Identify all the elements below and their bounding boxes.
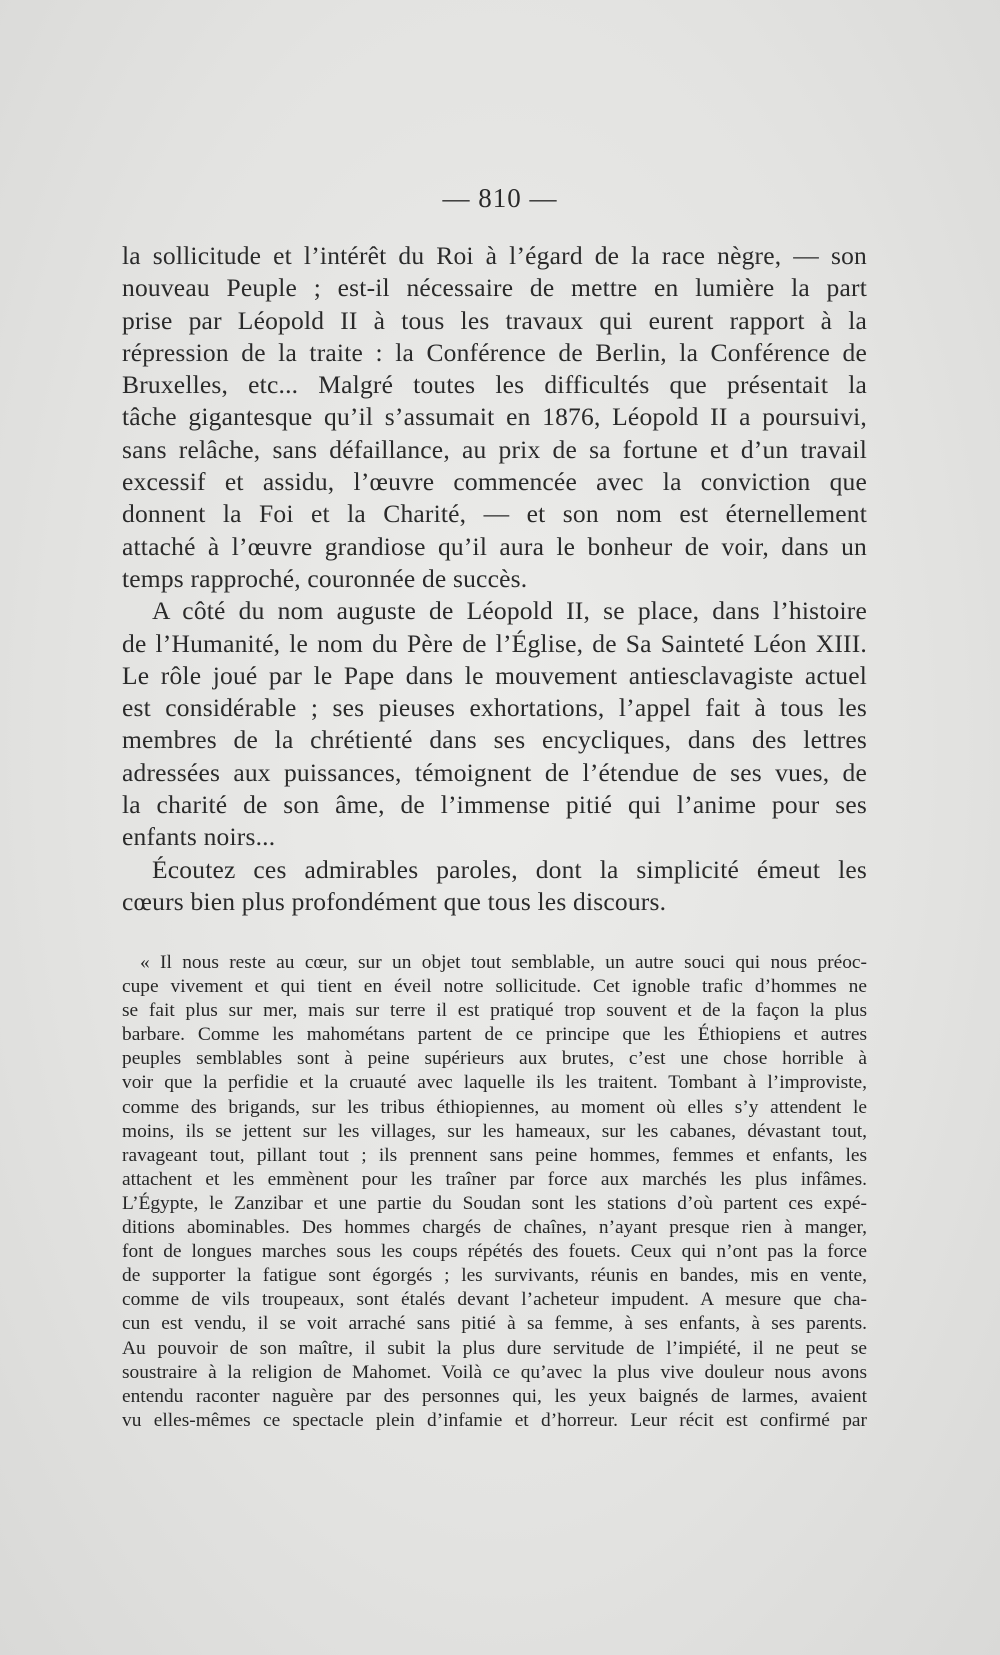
footnote-line: ravageant tout, pillant tout ; ils prennent sans peine hommes, femmes et enfants, les bbox=[122, 1144, 867, 1166]
footnote-line: attachent et les emmènent pour les traîner par force aux marchés les plus infâmes. bbox=[122, 1168, 867, 1190]
footnote-line: cun est vendu, il se voit arraché sans pitié à sa femme, à ses enfants, à ses parents. bbox=[122, 1313, 867, 1335]
text-line: tâche gigantesque qu’il s’assumait en 1876, Léopold II a poursuivi, bbox=[122, 402, 867, 432]
footnote-line: de supporter la fatigue sont égorgés ; les survivants, réunis en bandes, mis en vente, bbox=[122, 1265, 867, 1287]
footnote-line: barbare. Comme les mahométans partent de ce principe que les Éthiopiens et autres bbox=[122, 1024, 867, 1046]
footnote-quote bbox=[122, 951, 867, 1433]
page-number: — 810 — bbox=[442, 183, 558, 213]
text-line: cœurs bien plus profondément que tous les discours. bbox=[122, 886, 667, 916]
text-line: temps rapproché, couronnée de succès. bbox=[122, 563, 528, 593]
footnote-line: ditions abominables. Des hommes chargés de chaînes, n’ayant presque rien à manger, bbox=[122, 1217, 867, 1239]
text-line: enfants noirs... bbox=[122, 822, 276, 852]
footnote-line: soustraire à la religion de Mahomet. Voilà ce qu’avec la plus vive douleur nous avons bbox=[122, 1361, 867, 1383]
text-line: est considérable ; ses pieuses exhortations, l’appel fait à tous les bbox=[122, 693, 867, 723]
text-line: donnent la Foi et la Charité, — et son nom est éternellement bbox=[122, 499, 867, 529]
text-line: adressées aux puissances, témoignent de l’étendue de ses vues, de bbox=[122, 757, 867, 787]
footnote-line: vu elles-mêmes ce spectacle plein d’infamie et d’horreur. Leur récit est confirmé par bbox=[122, 1409, 867, 1431]
text-line: la sollicitude et l’intérêt du Roi à l’égard de la race nègre, — son bbox=[122, 241, 867, 270]
main-text bbox=[122, 240, 867, 918]
footnote-line: Au pouvoir de son maître, il subit la plus dure servitude de l’impiété, il ne peut se bbox=[122, 1337, 867, 1359]
text-line: sans relâche, sans défaillance, au prix de sa fortune et d’un travail bbox=[122, 434, 867, 464]
footnote-line: voir que la perfidie et la cruauté avec laquelle ils les traitent. Tombant à l’improviste, bbox=[122, 1072, 867, 1094]
text-line: excessif et assidu, l’œuvre commencée avec la conviction que bbox=[122, 467, 867, 497]
footnote-line: comme de vils troupeaux, sont étalés devant l’acheteur impudent. A mesure que cha- bbox=[122, 1289, 867, 1311]
footnote-line: peuples semblables sont à peine supérieurs aux brutes, c’est une chose horrible à bbox=[122, 1048, 867, 1070]
footnote-line: moins, ils se jettent sur les villages, sur les hameaux, sur les cabanes, dévastant tout, bbox=[122, 1120, 867, 1142]
text-line: A côté du nom auguste de Léopold II, se place, dans l’histoire bbox=[152, 596, 867, 626]
text-line: de l’Humanité, le nom du Père de l’Église, de Sa Sainteté Léon XIII. bbox=[122, 628, 867, 658]
footnote-line: comme des brigands, sur les tribus éthiopiennes, au moment où elles s’y attendent le bbox=[122, 1096, 867, 1118]
text-line: Écoutez ces admirables paroles, dont la simplicité émeut les bbox=[152, 854, 867, 884]
footnote-line: entendu raconter naguère par des personnes qui, les yeux baignés de larmes, avaient bbox=[122, 1385, 867, 1407]
text-line: Bruxelles, etc... Malgré toutes les difficultés que présentait la bbox=[122, 370, 867, 400]
footnote-line: font de longues marches sous les coups répétés des fouets. Ceux qui n’ont pas la force bbox=[122, 1241, 867, 1263]
footnote-line: se fait plus sur mer, mais sur terre il est pratiqué trop souvent et de la façon la plus bbox=[122, 1000, 867, 1022]
footnote-line: L’Égypte, le Zanzibar et une partie du Soudan sont les stations d’où partent ces expé- bbox=[122, 1192, 867, 1214]
text-line: prise par Léopold II à tous les travaux qui eurent rapport à la bbox=[122, 305, 867, 335]
text-line: membres de la chrétienté dans ses encycliques, dans des lettres bbox=[122, 725, 867, 755]
text-line: Le rôle joué par le Pape dans le mouvement antiesclavagiste actuel bbox=[122, 660, 867, 690]
footnote-line: cupe vivement et qui tient en éveil notre sollicitude. Cet ignoble trafic d’hommes ne bbox=[122, 976, 867, 998]
text-line: la charité de son âme, de l’immense pitié qui l’anime pour ses bbox=[122, 790, 867, 820]
text-line: attaché à l’œuvre grandiose qu’il aura le bonheur de voir, dans un bbox=[122, 531, 867, 561]
footnote-line: « Il nous reste au cœur, sur un objet tout semblable, un autre souci qui nous préoc- bbox=[140, 952, 867, 973]
text-line: nouveau Peuple ; est-il nécessaire de mettre en lumière la part bbox=[122, 273, 867, 303]
text-line: répression de la traite : la Conférence de Berlin, la Conférence de bbox=[122, 337, 867, 367]
